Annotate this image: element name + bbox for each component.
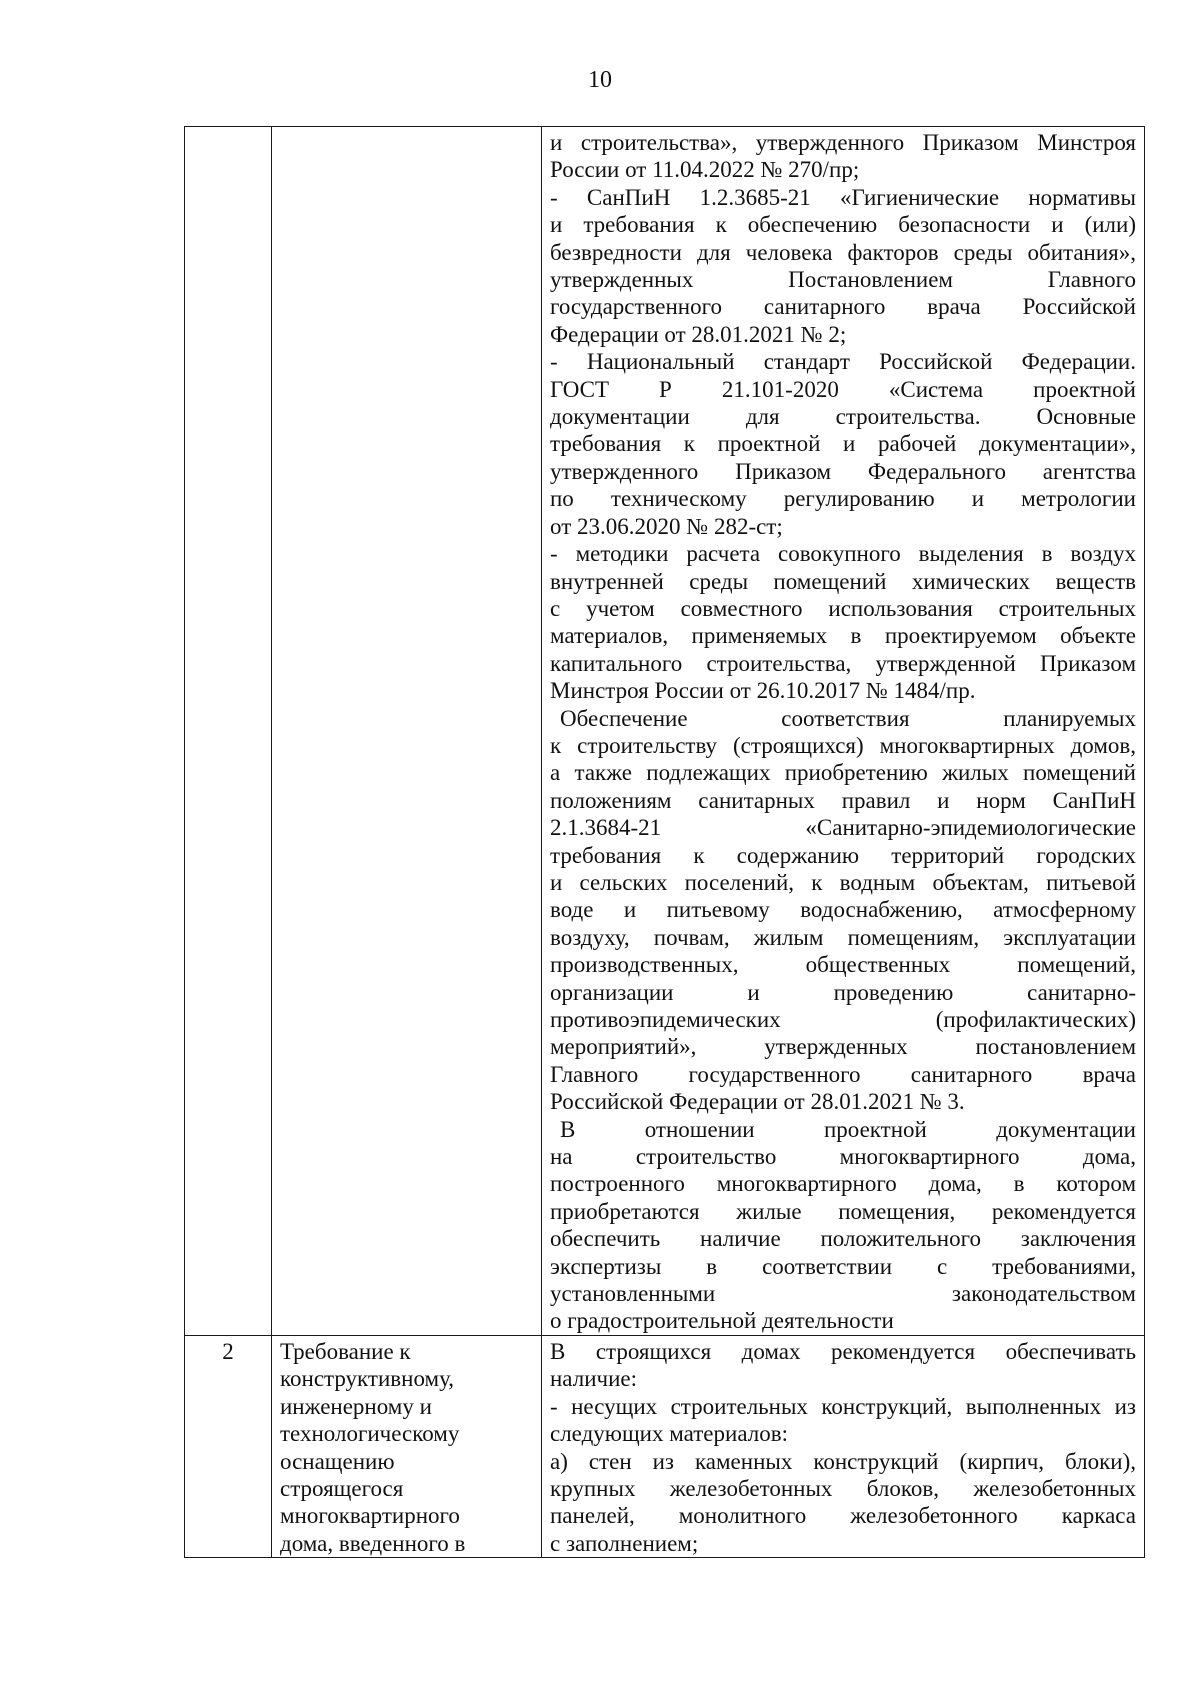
- description-line: Российской Федерации от 28.01.2021 № 3.: [550, 1089, 965, 1115]
- description-cell: [542, 1335, 1145, 1557]
- description-line: экспертизы в соответствии с требованиями,: [550, 1253, 1136, 1279]
- description-line: 2.1.3684-21 «Санитарно-эпидемиологические: [550, 815, 1136, 841]
- description-line: В строящихся домах рекомендуется обеспечивать: [550, 1338, 1136, 1364]
- description-line: противоэпидемических (профилактических): [550, 1007, 1136, 1032]
- description-line: наличие:: [550, 1366, 637, 1392]
- requirement-line: оснащению: [280, 1448, 395, 1474]
- description-line: Главного государственного санитарного врача: [550, 1061, 1136, 1087]
- description-line: с заполнением;: [550, 1530, 699, 1556]
- description-line: следующих материалов:: [550, 1421, 788, 1447]
- description-line: мероприятий», утвержденных постановлением: [550, 1034, 1136, 1060]
- description-line: к строительству (строящихся) многоквартирных домов,: [550, 732, 1136, 758]
- description-line: организации и проведению санитарно-: [550, 979, 1136, 1005]
- description-line: В отношении проектной документации: [560, 1116, 1136, 1142]
- description-line: государственного санитарного врача Российской: [550, 294, 1136, 320]
- description-line: - несущих строительных конструкций, выполненных из: [550, 1393, 1136, 1419]
- description-line: и строительства», утвержденного Приказом Минстроя: [550, 130, 1136, 155]
- description-line: Минстроя России от 26.10.2017 № 1484/пр.: [550, 678, 976, 704]
- description-line: от 23.06.2020 № 282-ст;: [550, 513, 783, 539]
- table-body: [185, 127, 1145, 1558]
- description-line: на строительство многоквартирного дома,: [550, 1144, 1136, 1170]
- description-line: ГОСТ Р 21.101-2020 «Система проектной: [550, 376, 1136, 402]
- requirement-line: технологическому: [280, 1421, 460, 1447]
- description-line: по техническому регулированию и метрологии: [550, 486, 1136, 512]
- description-line: Федерации от 28.01.2021 № 2;: [550, 321, 847, 347]
- requirement-line: Требование к: [280, 1338, 411, 1364]
- description-line: утвержденного Приказом Федерального агентства: [550, 458, 1136, 484]
- requirement-cell: [272, 127, 542, 1336]
- description-line: производственных, общественных помещений,: [550, 952, 1136, 978]
- description-line: - методики расчета совокупного выделения в воздух: [550, 541, 1136, 567]
- description-line: панелей, монолитного железобетонного каркаса: [550, 1503, 1136, 1529]
- description-line: обеспечить наличие положительного заключения: [550, 1226, 1136, 1252]
- requirement-line: дома, введенного в: [280, 1530, 466, 1556]
- description-line: и сельских поселений, к водным объектам, питьевой: [550, 869, 1136, 895]
- description-line: требования к содержанию территорий городских: [550, 842, 1136, 868]
- description-line: построенного многоквартирного дома, в котором: [550, 1171, 1136, 1197]
- requirement-line: конструктивному,: [280, 1366, 455, 1392]
- description-line: безвредности для человека факторов среды обитания»,: [550, 239, 1136, 265]
- requirement-cell: [272, 1335, 542, 1557]
- description-line: о градостроительной деятельности: [550, 1308, 894, 1334]
- description-line: требования к проектной и рабочей документации»,: [550, 431, 1136, 457]
- description-line: документации для строительства. Основные: [550, 404, 1136, 430]
- description-line: а) стен из каменных конструкций (кирпич, блоки),: [550, 1448, 1136, 1474]
- description-line: и требования к обеспечению безопасности и (или): [550, 212, 1136, 238]
- description-cell: [542, 127, 1145, 1336]
- table-row: [185, 1335, 1145, 1557]
- requirement-line: многоквартирного: [280, 1503, 460, 1529]
- description-line: - СанПиН 1.2.3685-21 «Гигиенические нормативы: [550, 184, 1136, 210]
- table-row: [185, 127, 1145, 1336]
- description-line: установленными законодательством: [550, 1281, 1136, 1307]
- description-line: крупных железобетонных блоков, железобетонных: [550, 1475, 1136, 1501]
- requirement-line: строящегося: [280, 1475, 404, 1501]
- description-line: - Национальный стандарт Российской Федерации.: [550, 349, 1136, 375]
- requirements-table: [184, 126, 1145, 1558]
- description-line: внутренней среды помещений химических веществ: [550, 568, 1136, 594]
- description-line: утвержденных Постановлением Главного: [550, 267, 1136, 293]
- description-line: а также подлежащих приобретению жилых помещений: [550, 760, 1136, 786]
- description-line: приобретаются жилые помещения, рекомендуется: [550, 1198, 1136, 1224]
- row-number-cell: [185, 127, 272, 1336]
- description-line: Обеспечение соответствия планируемых: [560, 705, 1136, 731]
- description-line: России от 11.04.2022 № 270/пр;: [550, 157, 860, 183]
- description-line: воде и питьевому водоснабжению, атмосферному: [550, 897, 1136, 923]
- page-number: 10: [588, 67, 612, 93]
- description-line: воздуху, почвам, жилым помещениям, эксплуатации: [550, 924, 1136, 950]
- requirement-line: инженерному и: [280, 1393, 432, 1419]
- description-line: с учетом совместного использования строительных: [550, 595, 1136, 621]
- row-number-cell: 2: [185, 1335, 272, 1557]
- description-line: положениям санитарных правил и норм СанПиН: [550, 787, 1136, 813]
- description-line: капитального строительства, утвержденной Приказом: [550, 650, 1136, 676]
- description-line: материалов, применяемых в проектируемом объекте: [550, 623, 1136, 649]
